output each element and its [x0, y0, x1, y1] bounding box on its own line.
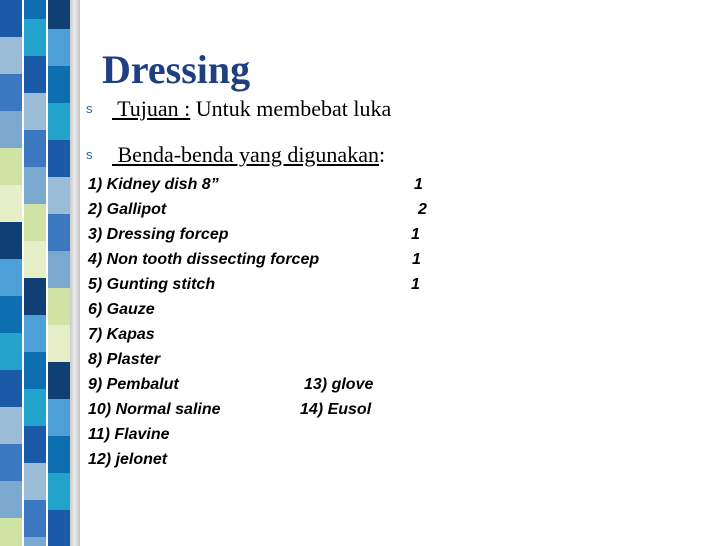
decorative-tile — [48, 436, 70, 473]
decorative-tile — [0, 370, 22, 407]
decorative-tile — [0, 111, 22, 148]
decorative-tile-column — [48, 0, 70, 538]
decorative-tile — [48, 177, 70, 214]
decorative-tile — [48, 214, 70, 251]
decorative-tile — [0, 518, 22, 546]
decorative-tile — [24, 537, 46, 546]
decorative-tile — [0, 37, 22, 74]
bullet-text: : — [378, 142, 386, 167]
decorative-tile — [0, 481, 22, 518]
item-1-qty: 1 — [414, 176, 423, 193]
bullet-label: Benda-benda yang digunakan — [112, 142, 379, 167]
decorative-tile — [0, 259, 22, 296]
item-12: 12) jelonet — [88, 451, 168, 468]
item-6: 6) Gauze — [88, 301, 155, 318]
decorative-tile — [48, 103, 70, 140]
decorative-tile — [0, 222, 22, 259]
decorative-tile-column — [0, 0, 22, 546]
decorative-tile — [48, 510, 70, 546]
decorative-tile — [0, 296, 22, 333]
decorative-tile — [24, 500, 46, 537]
bullet-text: Untuk membebat luka — [190, 96, 392, 121]
bullet-marker: s — [86, 147, 93, 162]
bullet-tujuan — [86, 96, 391, 122]
item-5: 5) Gunting stitch — [88, 276, 216, 293]
decorative-tile — [24, 352, 46, 389]
decorative-tile — [0, 74, 22, 111]
decorative-tile — [24, 130, 46, 167]
slide-title: Dressing — [102, 47, 251, 92]
decorative-tile — [24, 204, 46, 241]
decorative-tile — [24, 56, 46, 93]
decorative-tile — [24, 93, 46, 130]
decorative-tile — [24, 167, 46, 204]
decorative-tile — [48, 66, 70, 103]
item-9: 9) Pembalut — [88, 376, 179, 393]
decorative-tile — [24, 19, 46, 56]
decorative-tile — [24, 426, 46, 463]
item-3-qty: 1 — [411, 226, 420, 243]
decorative-tile — [48, 473, 70, 510]
item-14: 14) Eusol — [300, 401, 372, 418]
decorative-tile — [24, 241, 46, 278]
decorative-tile — [0, 333, 22, 370]
decorative-tile — [48, 29, 70, 66]
decorative-tile — [24, 463, 46, 500]
decorative-tile — [0, 148, 22, 185]
decorative-tile — [24, 0, 46, 19]
item-5-qty: 1 — [411, 276, 420, 293]
item-2-qty: 2 — [418, 201, 427, 218]
item-8: 8) Plaster — [88, 351, 161, 368]
item-10: 10) Normal saline — [88, 401, 221, 418]
bullet-marker: s — [86, 101, 93, 116]
decorative-tile — [0, 407, 22, 444]
item-4-qty: 1 — [412, 251, 421, 268]
decorative-tile — [48, 251, 70, 288]
decorative-tile — [0, 0, 22, 37]
decorative-tile — [48, 325, 70, 362]
decorative-tile — [48, 0, 70, 29]
decorative-tile — [24, 389, 46, 426]
decorative-tile-strip — [0, 0, 70, 546]
decorative-tile — [0, 444, 22, 481]
decorative-tile — [48, 399, 70, 436]
item-13: 13) glove — [304, 376, 374, 393]
decorative-tile — [48, 288, 70, 325]
bullet-benda — [86, 142, 385, 168]
decorative-tile — [24, 315, 46, 352]
decorative-tile-column — [24, 0, 46, 528]
item-1: 1) Kidney dish 8” — [88, 176, 219, 193]
decorative-tile — [24, 278, 46, 315]
item-4: 4) Non tooth dissecting forcep — [88, 251, 320, 268]
bullet-label: Tujuan : — [112, 96, 191, 121]
decorative-tile — [48, 140, 70, 177]
decorative-divider — [70, 0, 80, 546]
decorative-tile — [0, 185, 22, 222]
item-7: 7) Kapas — [88, 326, 155, 343]
item-11: 11) Flavine — [88, 426, 170, 443]
decorative-tile — [48, 362, 70, 399]
item-3: 3) Dressing forcep — [88, 226, 229, 243]
item-2: 2) Gallipot — [88, 201, 167, 218]
